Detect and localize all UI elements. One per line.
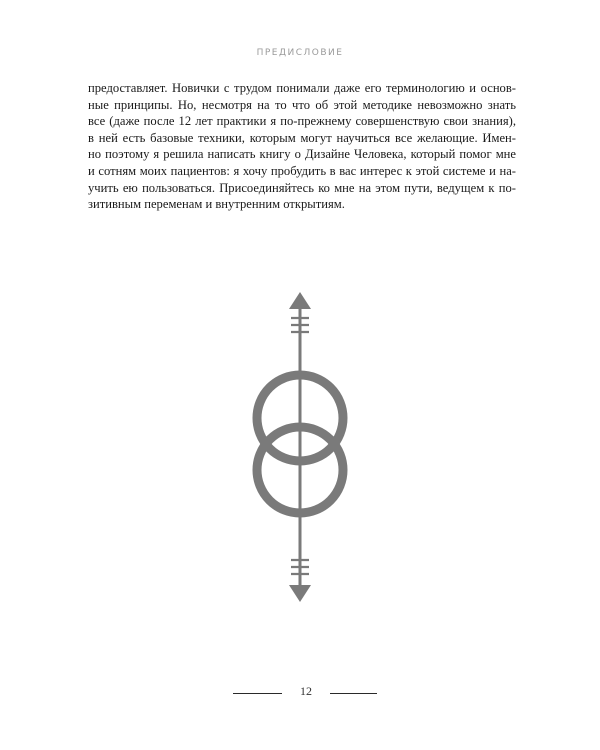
text-line: в ней есть базовые техники, которым могут научиться все желающие. Имен- xyxy=(88,130,516,145)
text-line: и сотням моих пациентов: я хочу пробудить в вас интерес к этой системе и на- xyxy=(88,163,516,178)
text-line: но поэтому я решила написать книгу о Дизайне Человека, который помог мне xyxy=(88,147,516,162)
page-number: 12 xyxy=(300,684,312,698)
text-line: учить ею пользоваться. Присоединяйтесь ко мне на этом пути, ведущем к по- xyxy=(88,180,516,195)
text-line: ные принципы. Но, несмотря на то что об этой методике невозможно знать xyxy=(88,97,516,112)
footer-rule-right xyxy=(330,693,377,694)
running-header: ПРЕДИСЛОВИЕ xyxy=(256,48,344,58)
text-line: предоставляет. Новички с трудом понимали даже его терминологию и основ- xyxy=(88,81,516,95)
footer-rule-left xyxy=(233,693,282,694)
text-line: все (даже после 12 лет практики я по-прежнему совершенствую свои знания), xyxy=(88,114,516,129)
text-line: зитивным переменам и внутренним открытиям. xyxy=(88,197,345,212)
